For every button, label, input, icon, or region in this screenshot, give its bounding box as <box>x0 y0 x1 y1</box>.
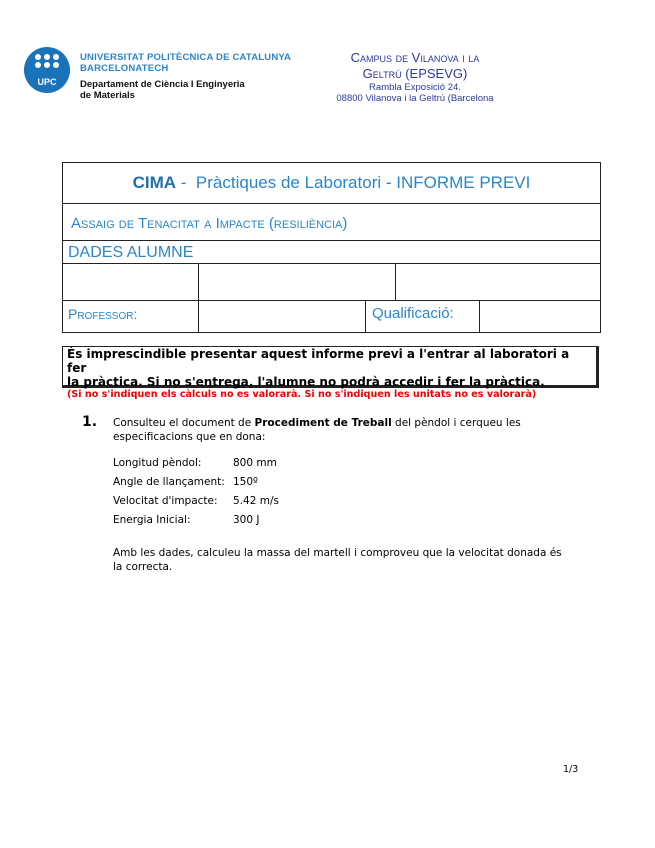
professor-field[interactable] <box>198 300 366 333</box>
question-text-line2: especificacions que en dona: <box>113 431 266 443</box>
student-field-2[interactable] <box>198 263 396 301</box>
address-line2: 08800 Vilanova i la Geltrú (Barcelona <box>336 93 494 104</box>
student-field-1[interactable] <box>62 263 199 301</box>
student-data-label: DADES ALUMNE <box>68 244 194 261</box>
professor-label: Professor: <box>68 306 138 322</box>
barcelonatech: BARCELONATECH <box>80 63 169 74</box>
procedure-reference: Procediment de Treball <box>254 417 392 429</box>
university-name: UNIVERSITAT POLITÈCNICA DE CATALUNYA <box>80 52 292 63</box>
question-text-end: del pèndol i cerqueu les <box>391 417 521 429</box>
instruction-line1: Amb les dades, calculeu la massa del martell i comproveu que la velocitat donada és <box>113 547 562 559</box>
spec-label: Longitud pèndol: <box>113 457 202 469</box>
student-field-3[interactable] <box>395 263 601 301</box>
grade-label: Qualificació: <box>372 305 454 322</box>
notice-box <box>62 346 599 400</box>
subtitle-row <box>62 203 601 241</box>
instruction-line2: la correcta. <box>113 561 173 573</box>
campus-line2: Geltrú (EPSEVG) <box>362 66 468 81</box>
question-number: 1. <box>82 414 98 430</box>
logo-text: UPC <box>37 77 57 87</box>
spec-value: 150º <box>233 476 258 488</box>
department-line1: Departament de Ciència I Enginyeria <box>80 79 245 90</box>
professor-label-cell <box>62 300 199 333</box>
notice-line2: la pràctica. Si no s'entrega, l'alumne no podrà accedir i fer la pràctica. <box>67 375 545 389</box>
instruction-text <box>113 546 593 574</box>
notice-warning: (Si no s'indiquen els càlculs no es valorarà. Si no s'indiquen les unitats no es valorarà) <box>67 389 537 400</box>
spec-label: Velocitat d'impacte: <box>113 495 218 507</box>
student-data-row <box>62 240 601 264</box>
address-line1: Rambla Exposició 24. <box>369 82 461 93</box>
spec-label: Angle de llançament: <box>113 476 225 488</box>
spec-value: 800 mm <box>233 457 277 469</box>
upc-logo <box>24 47 70 93</box>
grade-label-cell <box>365 300 480 333</box>
campus-line1: Campus de Vilanova i la <box>350 50 480 65</box>
department-line2: de Materials <box>80 90 135 101</box>
spec-value: 5.42 m/s <box>233 495 279 507</box>
spec-value: 300 J <box>233 514 260 526</box>
spec-label: Energia Inicial: <box>113 514 191 526</box>
cima-label: CIMA <box>132 173 177 192</box>
practice-subtitle: Assaig de Tenacitat a Impacte (resiliència) <box>71 215 348 232</box>
question-text <box>113 416 583 444</box>
notice-line1: És imprescindible presentar aquest informe previ a l'entrar al laboratori a fer <box>67 347 570 375</box>
grade-field[interactable] <box>479 300 601 333</box>
page-number: 1/3 <box>563 764 579 775</box>
form-title-row <box>62 162 601 204</box>
form-title: - Pràctiques de Laboratori - INFORME PREVI <box>176 173 531 192</box>
question-text-start: Consulteu el document de <box>113 417 255 429</box>
